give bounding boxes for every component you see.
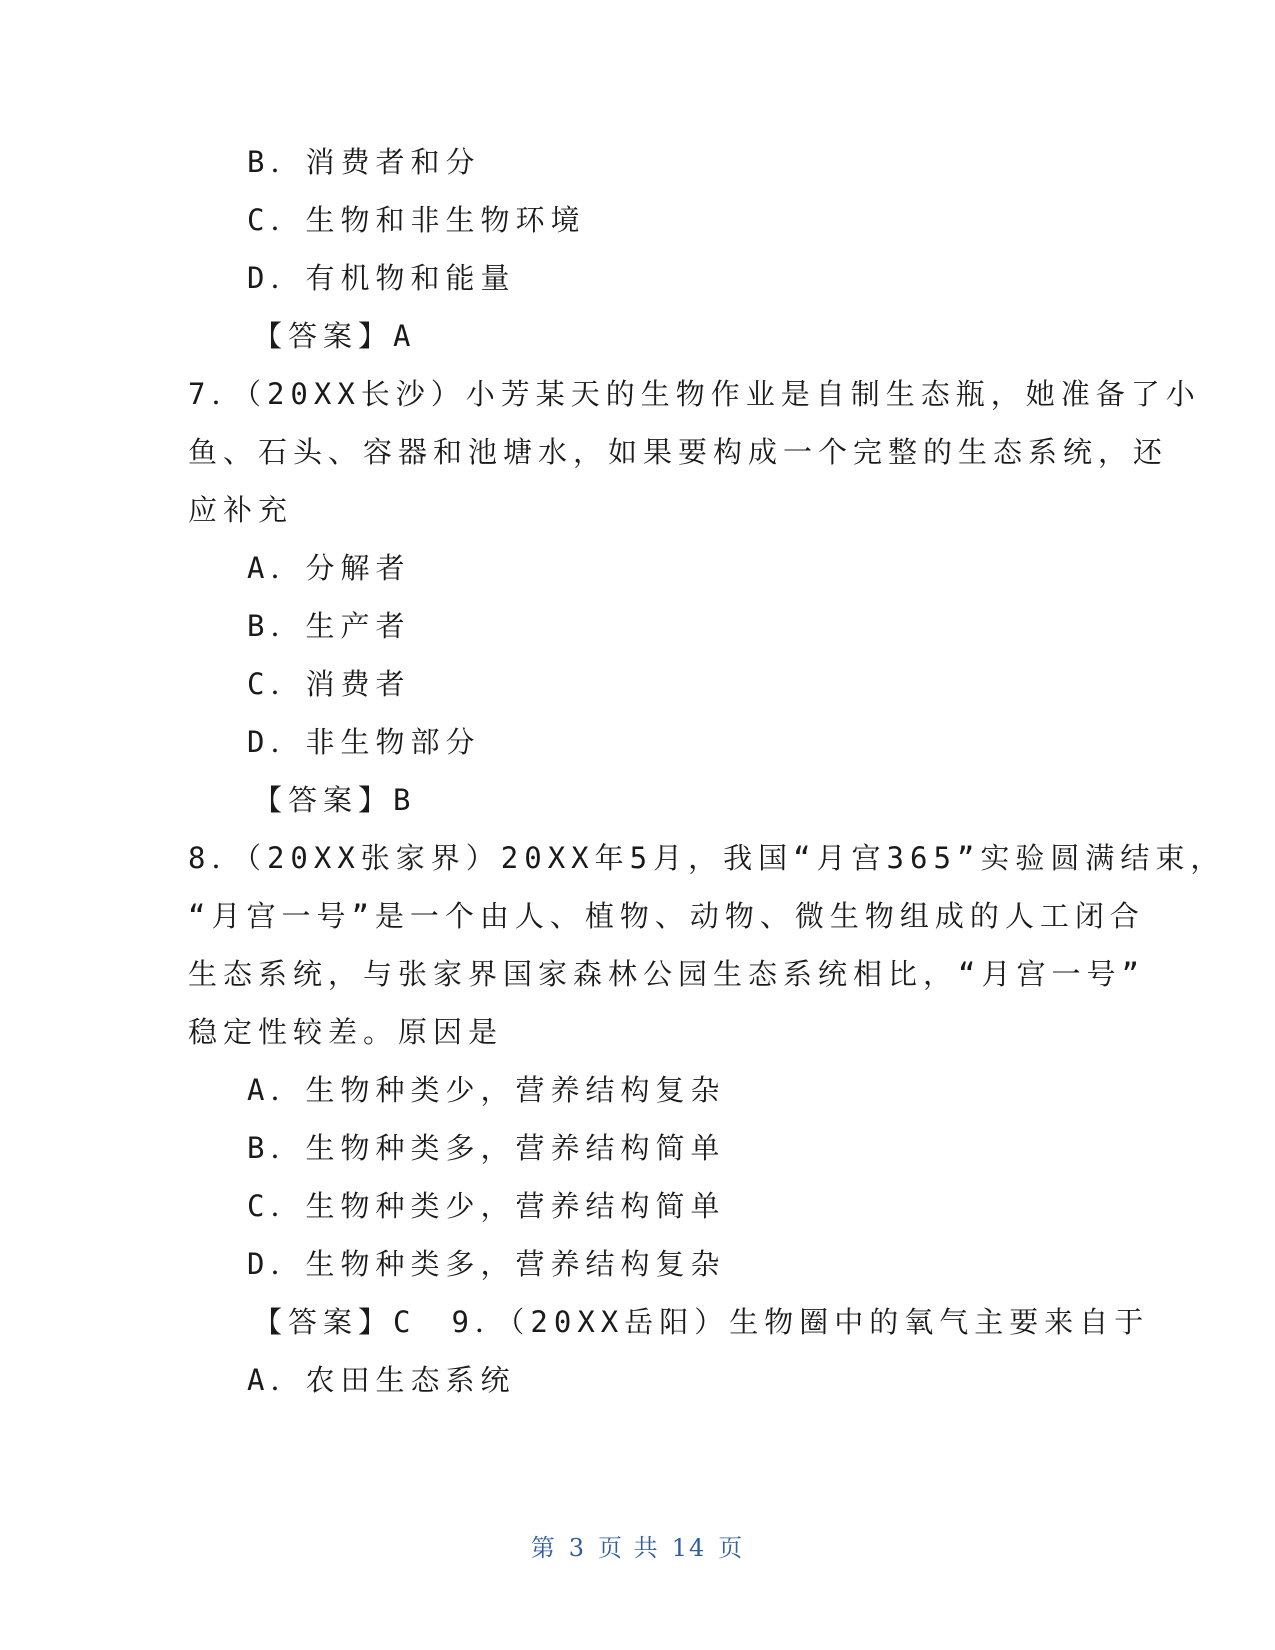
option-a-q8: A．生物种类少，营养结构复杂 xyxy=(247,1073,726,1107)
footer-total-pages: 14 xyxy=(671,1534,707,1562)
footer-current-page: 3 xyxy=(568,1534,587,1562)
option-c-q7: C．消费者 xyxy=(247,667,411,701)
answer-q6: 【答案】A xyxy=(253,319,417,353)
question-8-line-3: 生态系统，与张家界国家森林公园生态系统相比，“月宫一号” xyxy=(188,957,1145,991)
answer-q7: 【答案】B xyxy=(253,783,417,817)
option-b-q8: B．生物种类多，营养结构简单 xyxy=(247,1131,726,1165)
question-8-line-4: 稳定性较差。原因是 xyxy=(188,1015,504,1049)
option-a-q7: A．分解者 xyxy=(247,551,411,585)
option-b-q6: B．消费者和分 xyxy=(247,145,481,179)
option-c-q6: C．生物和非生物环境 xyxy=(247,203,586,237)
footer-prefix: 第 xyxy=(530,1534,557,1562)
option-c-q8: C．生物种类少，营养结构简单 xyxy=(247,1189,726,1223)
option-a-q9: A．农田生态系统 xyxy=(247,1363,516,1397)
question-7-line-3: 应补充 xyxy=(188,493,294,527)
option-d-q7: D．非生物部分 xyxy=(247,725,481,759)
option-b-q7: B．生产者 xyxy=(247,609,411,643)
question-7-line-2: 鱼、石头、容器和池塘水，如果要构成一个完整的生态系统，还 xyxy=(188,435,1169,469)
question-8-line-2: “月宫一号”是一个由人、植物、动物、微生物组成的人工闭合 xyxy=(188,899,1145,933)
answer-q8-and-question-9: 【答案】C 9．（20XX岳阳）生物圈中的氧气主要来自于 xyxy=(253,1305,1150,1339)
option-d-q6: D．有机物和能量 xyxy=(247,261,516,295)
page-footer xyxy=(0,1528,1275,1563)
question-7-line-1: 7．（20XX长沙）小芳某天的生物作业是自制生态瓶，她准备了小 xyxy=(188,377,1201,411)
footer-middle: 页 共 xyxy=(598,1534,660,1562)
option-d-q8: D．生物种类多，营养结构复杂 xyxy=(247,1247,726,1281)
footer-suffix: 页 xyxy=(718,1534,745,1562)
question-8-line-1: 8．（20XX张家界）20XX年5月，我国“月宫365”实验圆满结束， xyxy=(188,841,1226,875)
